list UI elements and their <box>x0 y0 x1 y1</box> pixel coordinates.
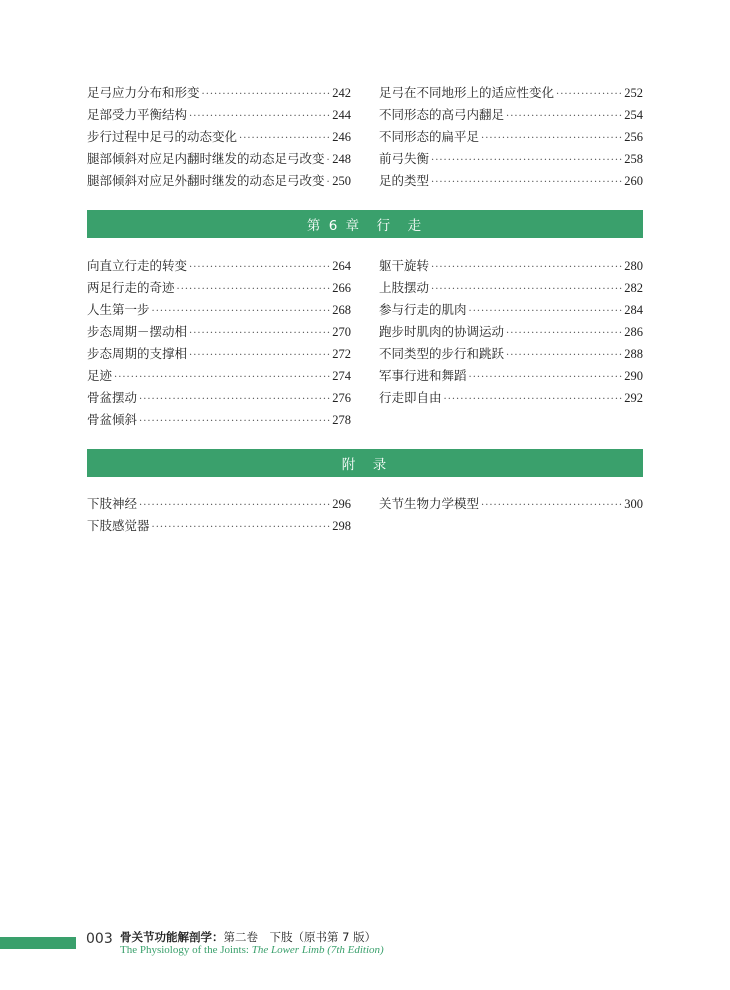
toc-entry-page: 258 <box>624 152 643 166</box>
toc-entry-title: 足弓应力分布和形变 <box>87 85 200 100</box>
toc-entry-title: 步态周期－摆动相 <box>87 324 188 339</box>
toc-entry-title: 不同形态的高弓内翻足 <box>379 107 505 122</box>
toc-entry[interactable] <box>87 366 351 388</box>
footer-accent-bar <box>0 937 76 949</box>
toc-entry-title: 上肢摆动 <box>379 280 430 295</box>
toc-entry[interactable] <box>379 322 643 344</box>
toc-entry-page: 242 <box>332 86 351 100</box>
toc-entry-page: 288 <box>624 347 643 361</box>
toc-entry[interactable] <box>87 494 351 516</box>
toc-entry[interactable] <box>87 300 351 322</box>
toc-leader-dots <box>139 500 330 511</box>
toc-entry-page: 250 <box>332 174 351 188</box>
book-title-cn-rest: 第二卷 下肢（原书第 7 版） <box>223 930 377 944</box>
toc-leader-dots <box>431 155 622 166</box>
toc-leader-dots <box>469 306 623 317</box>
toc-entry[interactable] <box>379 127 643 149</box>
toc-leader-dots <box>506 328 622 339</box>
toc-entry-title: 腿部倾斜对应足外翻时继发的动态足弓改变 <box>87 173 325 188</box>
toc-leader-dots <box>139 416 330 427</box>
toc-entry-page: 260 <box>624 174 643 188</box>
toc-entry-title: 跑步时肌肉的协调运动 <box>379 324 505 339</box>
appendix-header <box>87 449 643 477</box>
toc-entry[interactable] <box>379 105 643 127</box>
toc-entry[interactable] <box>87 171 351 193</box>
toc-entry-page: 256 <box>624 130 643 144</box>
toc-entry-title: 足迹 <box>87 368 113 383</box>
toc-entry-page: 286 <box>624 325 643 339</box>
toc-entry-title: 不同形态的扁平足 <box>379 129 480 144</box>
toc-entry-title: 足弓在不同地形上的适应性变化 <box>379 85 555 100</box>
toc-entry[interactable] <box>87 149 351 171</box>
toc-entry-title: 腿部倾斜对应足内翻时继发的动态足弓改变 <box>87 151 325 166</box>
toc-entry-page: 274 <box>332 369 351 383</box>
toc-leader-dots <box>481 133 622 144</box>
toc-entry[interactable] <box>87 278 351 300</box>
toc-entry-title: 步行过程中足弓的动态变化 <box>87 129 238 144</box>
toc-entry-page: 280 <box>624 259 643 273</box>
toc-entry-title: 步态周期的支撑相 <box>87 346 188 361</box>
toc-entry-title: 关节生物力学模型 <box>379 496 480 511</box>
toc-entry[interactable] <box>87 516 351 538</box>
book-title-cn <box>120 929 376 945</box>
toc-entry[interactable] <box>379 300 643 322</box>
toc-leader-dots <box>139 394 330 405</box>
toc-leader-dots <box>239 133 330 144</box>
toc-leader-dots <box>469 372 623 383</box>
toc-leader-dots <box>431 284 622 295</box>
page-number: 003 <box>86 931 113 947</box>
toc-leader-dots <box>189 328 330 339</box>
toc-entry[interactable] <box>87 127 351 149</box>
toc-entry-page: 296 <box>332 497 351 511</box>
toc-entry-title: 行走即自由 <box>379 390 442 405</box>
toc-entry[interactable] <box>87 344 351 366</box>
toc-entry-page: 270 <box>332 325 351 339</box>
chapter-title: 第 6 章 行 走 <box>306 218 424 234</box>
toc-leader-dots <box>444 394 623 405</box>
toc-leader-dots <box>556 89 622 100</box>
toc-entry-page: 290 <box>624 369 643 383</box>
toc-leader-dots <box>506 111 622 122</box>
toc-leader-dots <box>431 177 622 188</box>
toc-entry[interactable] <box>87 388 351 410</box>
toc-entry[interactable] <box>87 83 351 105</box>
toc-entry[interactable] <box>379 256 643 278</box>
toc-entry-title: 下肢感觉器 <box>87 518 150 533</box>
toc-entry-page: 276 <box>332 391 351 405</box>
toc-entry-page: 252 <box>624 86 643 100</box>
toc-entry[interactable] <box>379 388 643 410</box>
toc-leader-dots <box>189 111 330 122</box>
toc-column-left <box>87 83 351 193</box>
toc-entry-page: 284 <box>624 303 643 317</box>
toc-entry-title: 人生第一步 <box>87 302 150 317</box>
toc-entry[interactable] <box>379 171 643 193</box>
toc-entry-title: 不同类型的步行和跳跃 <box>379 346 505 361</box>
book-title-en <box>120 944 384 956</box>
toc-leader-dots <box>152 522 331 533</box>
toc-entry[interactable] <box>87 256 351 278</box>
toc-entry[interactable] <box>379 149 643 171</box>
toc-entry-title: 参与行走的肌肉 <box>379 302 467 317</box>
toc-entry[interactable] <box>87 105 351 127</box>
toc-leader-dots <box>152 306 331 317</box>
toc-entry-title: 向直立行走的转变 <box>87 258 188 273</box>
toc-entry-page: 272 <box>332 347 351 361</box>
toc-entry-title: 骨盆倾斜 <box>87 412 138 427</box>
toc-leader-dots <box>114 372 330 383</box>
toc-entry[interactable] <box>379 366 643 388</box>
toc-leader-dots <box>202 89 331 100</box>
toc-entry-title: 前弓失衡 <box>379 151 430 166</box>
toc-entry-title: 骨盆摆动 <box>87 390 138 405</box>
toc-entry[interactable] <box>379 278 643 300</box>
book-title-en-prefix: The Physiology of the Joints: <box>120 944 252 956</box>
toc-entry-page: 266 <box>332 281 351 295</box>
toc-entry[interactable] <box>379 83 643 105</box>
toc-entry-page: 298 <box>332 519 351 533</box>
toc-leader-dots <box>506 350 622 361</box>
toc-entry-page: 300 <box>624 497 643 511</box>
toc-entry-page: 268 <box>332 303 351 317</box>
toc-entry[interactable] <box>379 344 643 366</box>
toc-leader-dots <box>481 500 622 511</box>
toc-entry-title: 足的类型 <box>379 173 430 188</box>
chapter-header <box>87 210 643 238</box>
toc-entry-page: 246 <box>332 130 351 144</box>
toc-entry-title: 下肢神经 <box>87 496 138 511</box>
toc-entry-page: 278 <box>332 413 351 427</box>
toc-entry-page: 292 <box>624 391 643 405</box>
toc-column-right <box>379 83 643 193</box>
toc-entry-page: 282 <box>624 281 643 295</box>
appendix-title: 附 录 <box>341 457 389 473</box>
toc-leader-dots <box>327 155 331 166</box>
toc-entry-title: 军事行进和舞蹈 <box>379 368 467 383</box>
toc-entry-title: 足部受力平衡结构 <box>87 107 188 122</box>
toc-column-left <box>87 494 351 538</box>
toc-leader-dots <box>327 177 331 188</box>
toc-column-right <box>379 256 643 410</box>
toc-entry[interactable] <box>87 322 351 344</box>
toc-entry[interactable] <box>379 494 643 516</box>
toc-entry-page: 264 <box>332 259 351 273</box>
toc-leader-dots <box>177 284 331 295</box>
book-title-cn-bold: 骨关节功能解剖学： <box>120 930 224 944</box>
toc-leader-dots <box>189 262 330 273</box>
toc-entry[interactable] <box>87 410 351 432</box>
toc-column-left <box>87 256 351 432</box>
toc-entry-title: 两足行走的奇迹 <box>87 280 175 295</box>
toc-column-right <box>379 494 643 516</box>
toc-entry-page: 248 <box>332 152 351 166</box>
book-title-en-italic: The Lower Limb (7th Edition) <box>251 944 384 956</box>
toc-leader-dots <box>189 350 330 361</box>
toc-entry-title: 躯干旋转 <box>379 258 430 273</box>
toc-entry-page: 244 <box>332 108 351 122</box>
toc-entry-page: 254 <box>624 108 643 122</box>
toc-leader-dots <box>431 262 622 273</box>
